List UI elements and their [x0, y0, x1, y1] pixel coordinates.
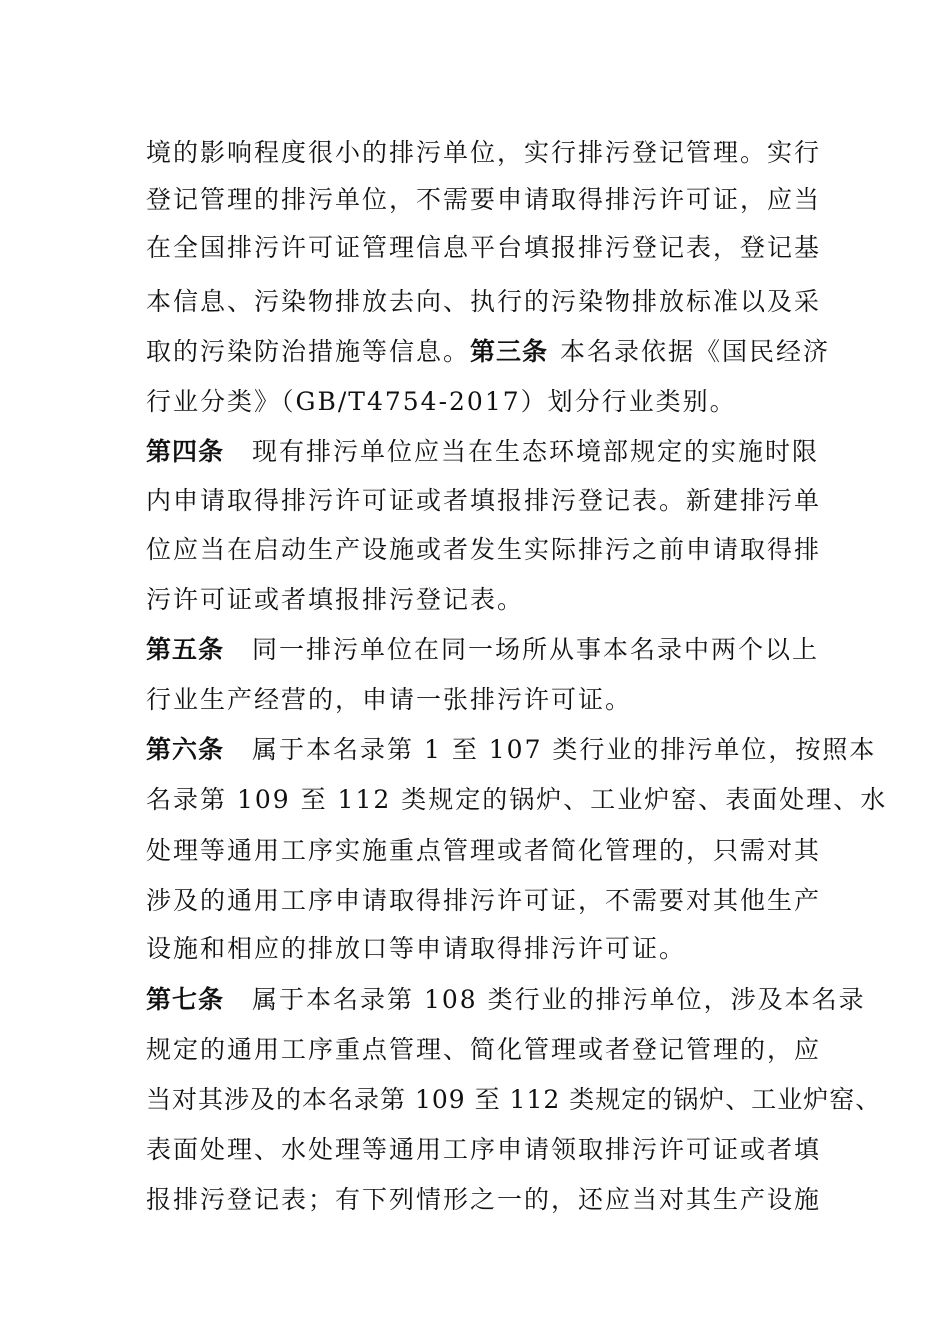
- text-line: [146, 336, 830, 368]
- article-heading-5: 第五条: [146, 635, 225, 664]
- article-heading-4: 第四条: [146, 437, 225, 466]
- text-line: 行业分类》（GB/T4754-2017）划分行业类别。: [146, 387, 737, 416]
- text-line: 当对其涉及的本名录第 109 至 112 类规定的锅炉、工业炉窑、: [146, 1085, 882, 1114]
- article-heading-6: 第六条: [146, 735, 225, 764]
- text-line: 位应当在启动生产设施或者发生实际排污之前申请取得排: [146, 535, 822, 564]
- text-line: 处理等通用工序实施重点管理或者简化管理的，只需对其: [146, 836, 822, 865]
- article-heading-7: 第七条: [146, 985, 225, 1014]
- text-line: 设施和相应的排放口等申请取得排污许可证。: [146, 934, 687, 963]
- text-segment: 现有排污单位应当在生态环境部规定的实施时限: [252, 437, 820, 466]
- text-line: 规定的通用工序重点管理、简化管理或者登记管理的，应: [146, 1035, 822, 1064]
- article-line-first: [146, 734, 876, 766]
- article-line-first: [146, 984, 866, 1016]
- text-line: 涉及的通用工序申请取得排污许可证，不需要对其他生产: [146, 886, 822, 915]
- text-segment: 取的污染防治措施等信息。: [146, 337, 471, 366]
- text-line: 境的影响程度很小的排污单位，实行排污登记管理。实行: [146, 138, 822, 167]
- text-line: 在全国排污许可证管理信息平台填报排污登记表，登记基: [146, 233, 822, 262]
- text-line: 报排污登记表；有下列情形之一的，还应当对其生产设施: [146, 1185, 822, 1214]
- text-line: 登记管理的排污单位，不需要申请取得排污许可证，应当: [146, 185, 822, 214]
- text-segment: 同一排污单位在同一场所从事本名录中两个以上: [252, 635, 820, 664]
- article-line-first: [146, 634, 819, 666]
- text-segment: 属于本名录第 1 至 107 类行业的排污单位，按照本: [252, 735, 877, 764]
- text-segment: 属于本名录第 108 类行业的排污单位，涉及本名录: [252, 985, 866, 1014]
- text-line: 污许可证或者填报排污登记表。: [146, 585, 525, 614]
- article-heading-3: 第三条: [470, 337, 549, 366]
- text-line: 名录第 109 至 112 类规定的锅炉、工业炉窑、表面处理、水: [146, 785, 888, 814]
- text-line: 行业生产经营的，申请一张排污许可证。: [146, 685, 633, 714]
- article-line-first: [146, 436, 819, 468]
- text-line: 内申请取得排污许可证或者填报排污登记表。新建排污单: [146, 486, 822, 515]
- text-line: 本信息、污染物排放去向、执行的污染物排放标准以及采: [146, 287, 822, 316]
- text-segment: 本名录依据《国民经济: [560, 337, 831, 366]
- text-line: 表面处理、水处理等通用工序申请领取排污许可证或者填: [146, 1135, 822, 1164]
